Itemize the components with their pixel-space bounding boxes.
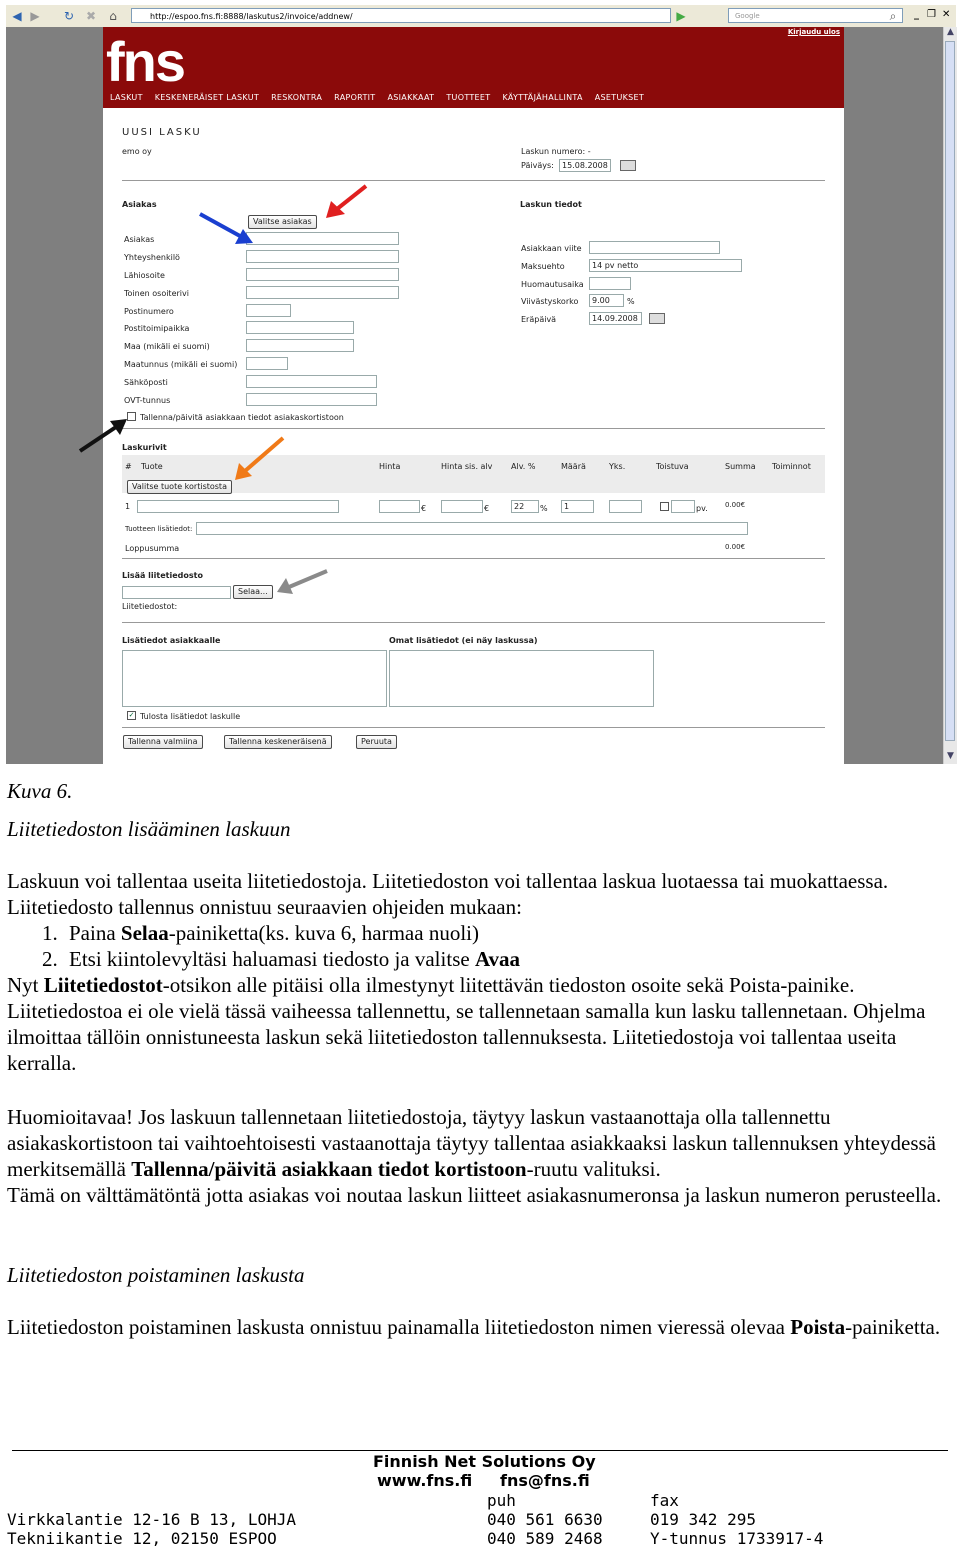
forward-arrow-icon[interactable]: ▶ [30, 9, 40, 23]
print-notes-checkbox[interactable]: ✓ [128, 711, 135, 719]
paragraph-remove [7, 1314, 955, 1340]
figure-caption: Kuva 6. [7, 779, 73, 803]
text-bold: Liitetiedostot [43, 973, 163, 997]
field-label: Viivästyskorko [521, 297, 579, 306]
text: Huomioitavaa! Jos laskuun tallennetaan liitetiedostoja, täytyy laskun vastaanottaja olla tallennettu asiakaskortistoon tai vaihtoehtoisesti vastaanottaja täytyy tallentaa asiakkaaksi laskun tallennuksen yhteydessä merkitsemällä [7, 1105, 936, 1181]
menu-item-asetukset[interactable]: ASETUKSET [594, 93, 645, 102]
fns-logo: fns [106, 30, 184, 93]
text: Liitetiedoston poistaminen laskusta onnistuu painamalla liitetiedoston nimen vieressä olevaa [7, 1315, 791, 1339]
choose-customer-button[interactable]: Valitse asiakas [248, 215, 317, 229]
grey-arrow-icon [277, 571, 327, 594]
choose-product-button[interactable]: Valitse tuote kortistosta [127, 480, 232, 494]
browse-button[interactable]: Selaa... [233, 585, 273, 599]
col-header: Hinta [379, 462, 401, 471]
percent-unit: % [627, 297, 635, 306]
attachment-section-title: Lisää liitetiedosto [122, 571, 203, 580]
footer-fax-label: fax [650, 1491, 679, 1510]
field-label: Maksuehto [521, 262, 565, 271]
rows-section-title: Laskurivit [122, 443, 167, 452]
footer-web: www.fns.fi [377, 1471, 473, 1490]
field-label: Toinen osoiterivi [124, 289, 189, 298]
customer-notes-title: Lisätiedot asiakkaalle [122, 636, 221, 645]
col-header: Toistuva [656, 462, 689, 471]
col-header: Alv. % [511, 462, 536, 471]
save-draft-button[interactable]: Tallenna keskeneräisenä [224, 735, 332, 749]
due-date-field[interactable]: 14.09.2008 [589, 312, 642, 325]
col-header: Tuote [141, 462, 163, 471]
step-bold: Avaa [474, 947, 521, 971]
quantity-field[interactable]: 1 [561, 500, 594, 513]
menu-item-kayttajahallinta[interactable]: KÄYTTÄJÄHALLINTA [502, 93, 583, 102]
euro-unit: € [421, 504, 427, 513]
field-label: Eräpäivä [521, 315, 557, 324]
step-text: -painiketta(ks. kuva 6, harmaa nuoli) [168, 921, 479, 945]
step-2 [42, 946, 942, 972]
text: Nyt [7, 973, 44, 997]
stop-icon[interactable]: ✖ [85, 9, 97, 23]
footer-phone-1: 040 561 6630 [487, 1510, 603, 1529]
euro-unit: € [484, 504, 490, 513]
orange-arrow-icon [235, 438, 283, 480]
home-icon[interactable]: ⌂ [109, 9, 117, 23]
text: -otsikon alle pitäisi olla ilmestynyt liitettävän tiedoston osoite sekä Poista-painike. Liitetiedostoa ei ole vielä tässä vaiheessa tallennettu, se tallennetaan samalla kun lasku tallennetaan. Ohjelma ilmoittaa tällöin onnistuneesta laskun sekä liitetiedoston tallennuksesta. Liitetiedostoja voi tallentaa useita kerralla. [7, 973, 926, 1075]
field-label: Sähköposti [124, 378, 168, 387]
black-arrow-icon [80, 419, 127, 451]
paragraph-note [7, 1104, 955, 1182]
percent-unit: % [540, 504, 548, 513]
red-arrow-icon [326, 186, 366, 218]
field-label: Yhteyshenkilö [124, 253, 180, 262]
col-header: Toiminnot [772, 462, 811, 471]
heading-add-attachment: Liitetiedoston lisääminen laskuun [7, 817, 291, 841]
heading-remove-attachment: Liitetiedoston poistaminen laskusta [7, 1263, 305, 1287]
row-sum: 0.00€ [725, 501, 746, 509]
col-header: Määrä [561, 462, 586, 471]
row-number: 1 [125, 502, 131, 511]
save-customer-label: Tallenna/päivitä asiakkaan tiedot asiakaskortistoon [140, 413, 344, 422]
scroll-down-icon[interactable]: ▼ [947, 751, 954, 761]
menu-item-laskut[interactable]: LASKUT [110, 93, 143, 102]
date-label: Päiväys: [521, 161, 554, 170]
field-label: Maa (mikäli ei suomi) [124, 342, 210, 351]
field-label: Asiakas [124, 235, 155, 244]
close-button[interactable]: ✕ [942, 9, 951, 20]
menu-item-tuotteet[interactable]: TUOTTEET [446, 93, 491, 102]
paragraph-intro: Laskuun voi tallentaa useita liitetiedostoja. Liitetiedoston voi tallentaa laskua luotaessa tai muokattaessa. Liitetiedosto tallennus onnistuu seuraavien ohjeiden mukaan: [7, 869, 889, 919]
field-label: OVT-tunnus [124, 396, 171, 405]
interest-field[interactable]: 9.00 [589, 294, 624, 307]
payment-terms-field[interactable]: 14 pv netto [589, 259, 742, 272]
paragraph-attachments [7, 972, 955, 1076]
back-arrow-icon[interactable]: ◀ [12, 9, 22, 23]
col-header: Yks. [609, 462, 626, 471]
blue-arrow-icon [200, 214, 253, 244]
footer-address-1: Virkkalantie 12-16 B 13, LOHJA [7, 1510, 296, 1529]
minimize-button[interactable]: _ [914, 9, 919, 20]
attachments-label: Liitetiedostot: [122, 602, 178, 611]
search-input[interactable]: Google [728, 8, 903, 23]
logout-link[interactable]: Kirjaudu ulos [787, 28, 840, 36]
text-bold: Tallenna/päivitä asiakkaan tiedot kortistoon [131, 1157, 527, 1181]
invoice-details-title: Laskun tiedot [520, 200, 582, 209]
page-title: UUSI LASKU [122, 127, 202, 138]
save-ready-button[interactable]: Tallenna valmiina [123, 735, 203, 749]
print-notes-label: Tulosta lisätiedot laskulle [140, 712, 241, 721]
footer-address-2: Tekniikantie 12, 02150 ESPOO [7, 1529, 277, 1548]
vat-field[interactable]: 22 [511, 500, 539, 513]
step-number: 1. [42, 921, 58, 945]
go-icon[interactable]: ▶ [676, 9, 686, 23]
total-value: 0.00€ [725, 543, 746, 551]
footer-fax: 019 342 295 [650, 1510, 756, 1529]
col-header: Hinta sis. alv [441, 462, 493, 471]
cancel-button[interactable]: Peruuta [356, 735, 397, 749]
days-unit: pv. [696, 504, 708, 513]
menu-item-asiakkaat[interactable]: ASIAKKAAT [387, 93, 435, 102]
date-field[interactable]: 15.08.2008 [559, 159, 611, 172]
field-label: Huomautusaika [521, 280, 584, 289]
field-label: Maatunnus (mikäli ei suomi) [124, 360, 238, 369]
company-name: emo oy [122, 147, 152, 156]
field-label: Postitoimipaikka [124, 324, 190, 333]
step-1 [42, 920, 942, 946]
text-bold: Poista [790, 1315, 846, 1339]
footer-divider [12, 1450, 948, 1451]
step-number: 2. [42, 947, 58, 971]
own-notes-title: Omat lisätiedot (ei näy laskussa) [389, 636, 538, 645]
footer-company: Finnish Net Solutions Oy [373, 1452, 596, 1471]
field-label: Postinumero [124, 307, 174, 316]
scroll-up-icon[interactable]: ▲ [947, 27, 954, 37]
step-text: Etsi kiintolevyltäsi haluamasi tiedosto ja valitse [69, 947, 475, 971]
footer-email: fns@fns.fi [500, 1471, 590, 1490]
footer-phone-2: 040 589 2468 [487, 1529, 603, 1548]
menu-item-keskeneraiset[interactable]: KESKENERÄISET LASKUT [154, 93, 260, 102]
address-bar[interactable]: http://espoo.fns.fi:8888/laskutus2/invoice/addnew/ [131, 8, 671, 23]
menu-item-raportit[interactable]: RAPORTIT [334, 93, 376, 102]
col-header: # [125, 462, 132, 471]
field-label: Asiakkaan viite [521, 244, 582, 253]
field-label: Lähiosoite [124, 271, 165, 280]
footer-phone-label: puh [487, 1491, 516, 1510]
invoice-number: Laskun numero: - [521, 147, 591, 156]
refresh-icon[interactable]: ↻ [63, 9, 75, 23]
customer-section-title: Asiakas [122, 200, 157, 209]
restore-button[interactable]: ❐ [927, 9, 936, 20]
annotation-arrows [0, 0, 960, 770]
extra-info-label: Tuotteen lisätiedot: [125, 525, 193, 533]
total-label: Loppusumma [125, 544, 180, 553]
search-icon[interactable]: ⌕ [889, 9, 897, 23]
footer-ytunnus: Y-tunnus 1733917-4 [650, 1529, 824, 1548]
menu-item-reskontra[interactable]: RESKONTRA [271, 93, 323, 102]
text: -ruutu valituksi. [526, 1157, 661, 1181]
text: -painiketta. [845, 1315, 941, 1339]
step-text: Paina [69, 921, 121, 945]
step-bold: Selaa [120, 921, 169, 945]
paragraph-necessary: Tämä on välttämätöntä jotta asiakas voi noutaa laskun liitteet asiakasnumeronsa ja laskun numeron perusteella. [7, 1183, 942, 1207]
col-header: Summa [725, 462, 756, 471]
